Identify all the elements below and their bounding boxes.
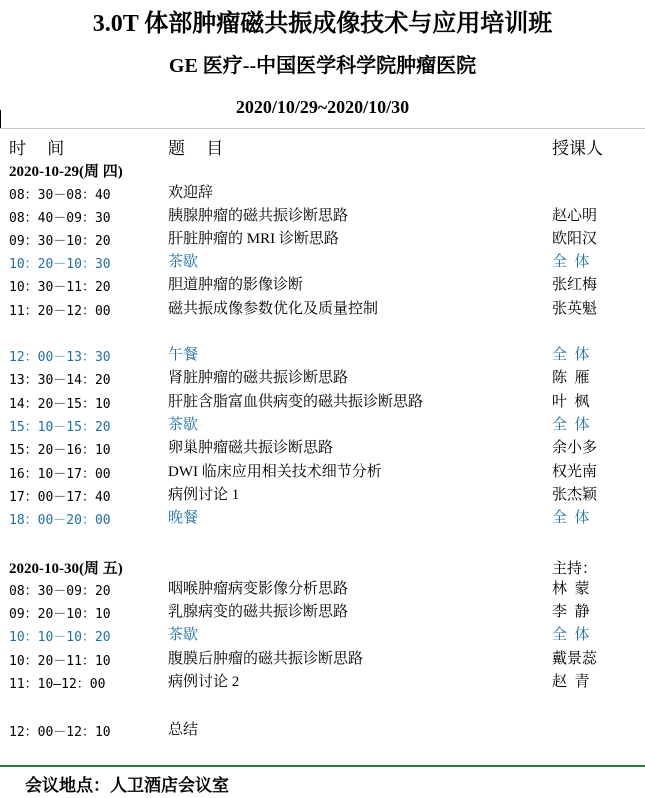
session-speaker: 李 静 (552, 604, 590, 620)
date-range: 2020/10/29~2020/10/30 (235, 97, 410, 117)
session-time: 11：10—12：00 (9, 677, 106, 692)
session-speaker: 叶 枫 (552, 394, 590, 410)
session-time: 17：00－17：40 (9, 490, 111, 505)
session-topic: 乳腺病变的磁共振诊断思路 (168, 604, 349, 620)
schedule-row (0, 250, 645, 273)
organizer-subtitle: GE 医疗--中国医学科学院肿瘤医院 (168, 55, 477, 77)
session-speaker: 全 体 (552, 417, 590, 433)
session-topic: 病例讨论 2 (168, 674, 240, 690)
schedule-row (0, 181, 645, 204)
session-speaker: 陈 雁 (552, 370, 590, 386)
page-title: 3.0T 体部肿瘤磁共振成像技术与应用培训班 (92, 11, 553, 37)
column-header-speaker: 授课人 (552, 139, 603, 158)
schedule-row (0, 436, 645, 459)
session-topic: 午餐 (168, 347, 199, 363)
schedule-row (0, 647, 645, 670)
session-time: 12：00－12：10 (9, 725, 111, 740)
day2-host-label: 主持： (552, 561, 598, 577)
session-time: 14：20－15：10 (9, 397, 111, 412)
session-time: 08：40－09：30 (9, 211, 111, 226)
session-time: 11：20－12：00 (9, 304, 111, 319)
session-speaker: 全 体 (552, 254, 590, 270)
session-topic: 茶歇 (168, 627, 199, 643)
day2-label: 2020-10-30(周 五) (9, 561, 123, 577)
session-topic: 咽喉肿瘤病变影像分析思路 (168, 581, 349, 597)
session-speaker: 戴景蕊 (552, 651, 598, 667)
schedule-row (0, 413, 645, 436)
session-topic: 欢迎辞 (168, 185, 214, 201)
session-topic: 肝脏含脂富血供病变的磁共振诊断思路 (168, 394, 424, 410)
schedule-row (0, 600, 645, 623)
session-time: 09：30－10：20 (9, 234, 111, 249)
session-topic: 病例讨论 1 (168, 487, 240, 503)
schedule-row (0, 577, 645, 600)
schedule-row (0, 670, 645, 693)
session-time: 18：00－20：00 (9, 513, 111, 528)
session-speaker: 全 体 (552, 627, 590, 643)
schedule-row (0, 460, 645, 483)
session-time: 10：20－11：10 (9, 654, 111, 669)
schedule-row (0, 718, 645, 741)
schedule-row (0, 227, 645, 250)
session-topic: 腹膜后肿瘤的磁共振诊断思路 (168, 651, 364, 667)
session-speaker: 张杰颖 (552, 487, 598, 503)
session-topic: 总结 (168, 722, 199, 738)
session-speaker: 权光南 (552, 464, 598, 480)
session-speaker: 林 蒙 (552, 581, 590, 597)
session-time: 09：20－10：10 (9, 607, 111, 622)
session-topic: 磁共振成像参数优化及质量控制 (168, 301, 379, 317)
session-time: 15：10－15：20 (9, 420, 111, 435)
session-topic: 肾脏肿瘤的磁共振诊断思路 (168, 370, 349, 386)
footer-divider (0, 765, 645, 767)
session-topic: 茶歇 (168, 417, 199, 433)
session-speaker: 赵心明 (552, 208, 598, 224)
schedule-row (0, 506, 645, 529)
column-header-time: 时 间 (9, 139, 65, 158)
schedule-row (0, 273, 645, 296)
day1-label: 2020-10-29(周 四) (9, 164, 123, 180)
session-speaker: 张英魁 (552, 301, 598, 317)
session-topic: 胰腺肿瘤的磁共振诊断思路 (168, 208, 349, 224)
schedule-row (0, 483, 645, 506)
schedule-row (0, 204, 645, 227)
session-speaker: 张红梅 (552, 277, 598, 293)
session-time: 12：00－13：30 (9, 350, 111, 365)
session-topic: 卵巢肿瘤磁共振诊断思路 (168, 440, 334, 456)
schedule-row (0, 343, 645, 366)
session-speaker: 全 体 (552, 347, 590, 363)
venue-note: 会议地点：人卫酒店会议室 (25, 776, 229, 795)
session-speaker: 欧阳汉 (552, 231, 598, 247)
session-topic: 茶歇 (168, 254, 199, 270)
session-time: 08：30－09：20 (9, 584, 111, 599)
column-header-topic: 题 目 (168, 139, 224, 158)
session-time: 16：10－17：00 (9, 467, 111, 482)
schedule-row (0, 297, 645, 320)
session-time: 10：20－10：30 (9, 257, 111, 272)
session-time: 10：10－10：20 (9, 630, 111, 645)
session-topic: 晚餐 (168, 510, 199, 526)
session-time: 08：30－08：40 (9, 188, 111, 203)
session-topic: DWI 临床应用相关技术细节分析 (168, 464, 382, 480)
schedule-row (0, 366, 645, 389)
session-speaker: 赵 青 (552, 674, 590, 690)
session-time: 13：30－14：20 (9, 373, 111, 388)
header-divider (0, 128, 645, 129)
schedule-row (0, 623, 645, 646)
session-speaker: 余小多 (552, 440, 598, 456)
margin-tick (0, 110, 1, 128)
session-time: 15：20－16：10 (9, 443, 111, 458)
session-time: 10：30－11：20 (9, 280, 111, 295)
session-topic: 胆道肿瘤的影像诊断 (168, 277, 304, 293)
session-topic: 肝脏肿瘤的 MRI 诊断思路 (168, 231, 339, 247)
schedule-row (0, 390, 645, 413)
session-speaker: 全 体 (552, 510, 590, 526)
